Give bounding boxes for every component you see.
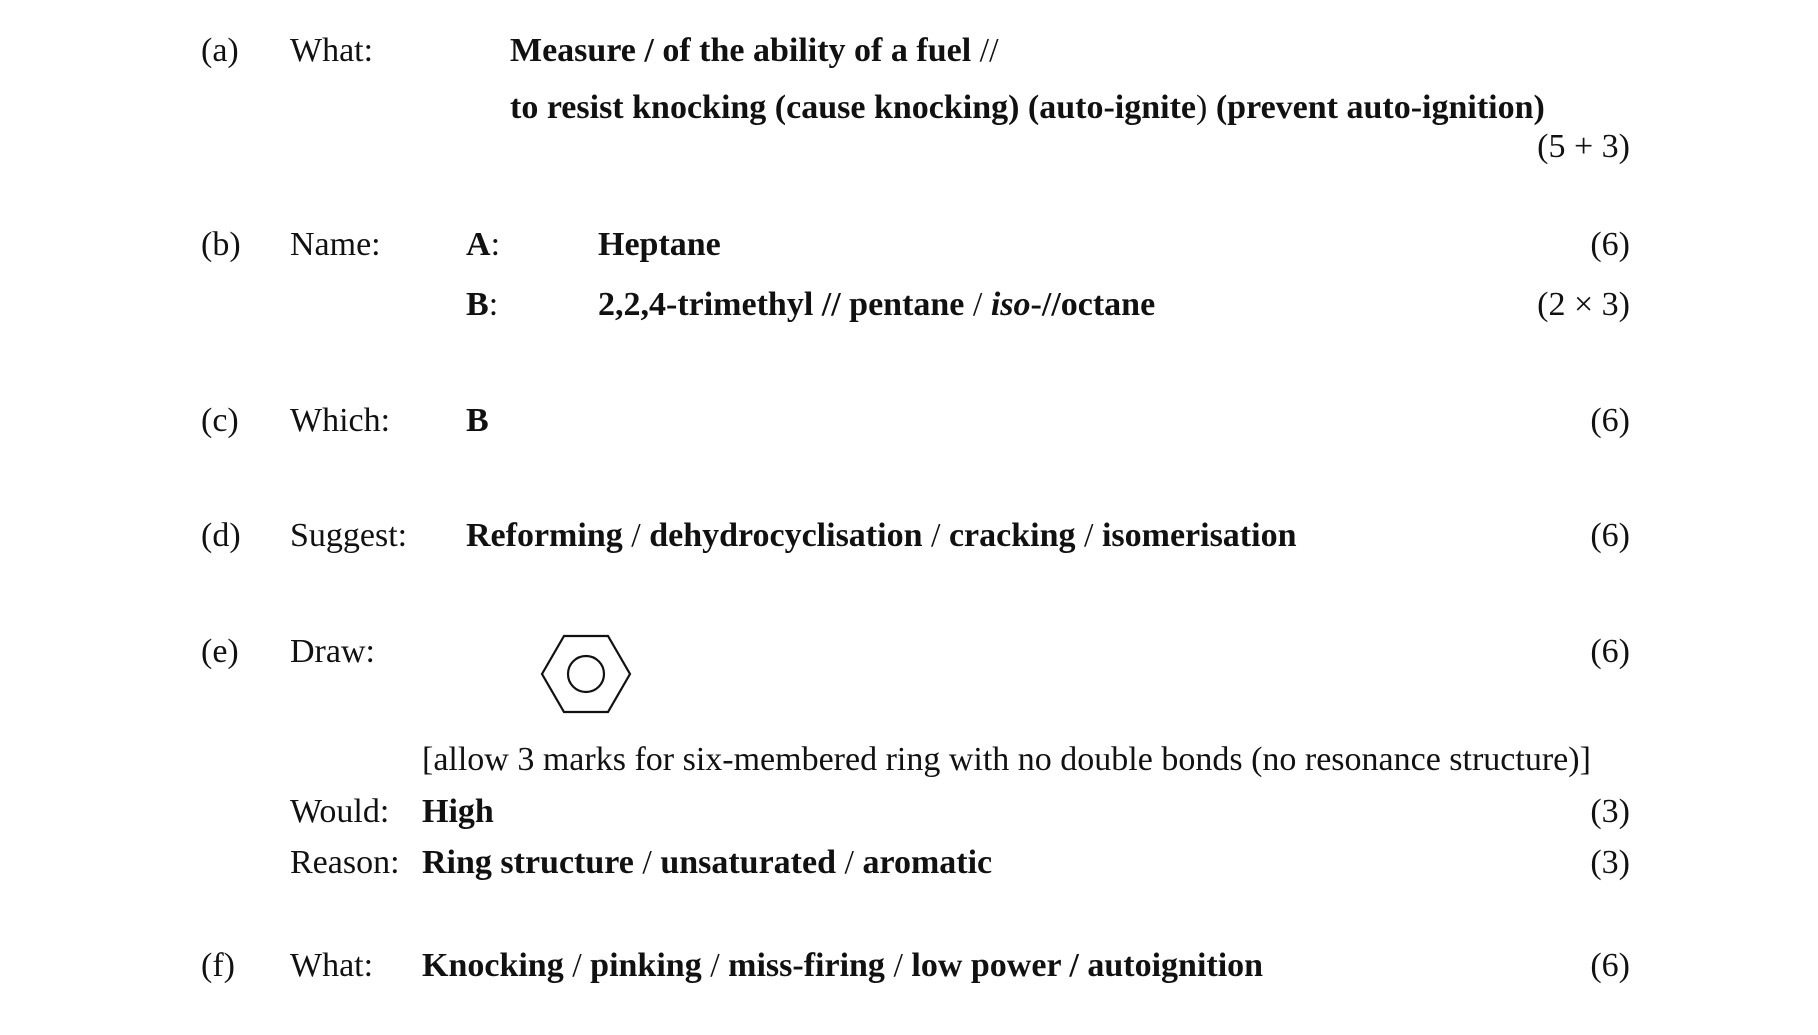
answer-text: Ring structure	[422, 844, 634, 881]
answer-text: (prevent auto-ignition)	[1207, 89, 1545, 126]
part-e-would-marks: (3)	[1590, 793, 1630, 830]
italic-prefix: iso	[990, 286, 1031, 323]
separator: //	[971, 32, 999, 69]
separator: /	[884, 947, 912, 984]
part-b-key-a	[466, 225, 500, 265]
part-f-marks: (6)	[1590, 947, 1630, 984]
answer-text: low power / autoignition	[911, 947, 1264, 984]
part-e-label: (e)	[201, 633, 239, 670]
part-c-prompt: Which:	[290, 402, 391, 439]
part-f-prompt: What:	[290, 947, 374, 984]
separator: /	[836, 844, 863, 881]
part-a-marks: (5 + 3)	[1537, 128, 1630, 165]
part-a-answer-line1	[510, 31, 999, 71]
part-b-answer-b	[598, 285, 1155, 325]
separator: /	[622, 517, 650, 554]
part-e-reason-prompt: Reason:	[290, 844, 400, 881]
part-e-note: [allow 3 marks for six-membered ring with no double bonds (no resonance structure)]	[422, 741, 1591, 778]
answer-text: cracking	[948, 517, 1076, 554]
separator: /	[701, 947, 729, 984]
answer-text: to resist knocking (cause knocking) (auto-ignite	[510, 89, 1197, 126]
separator: /	[1075, 517, 1102, 554]
part-b-prompt: Name:	[290, 226, 381, 263]
part-c-label: (c)	[201, 402, 239, 439]
answer-text: -//octane	[1030, 286, 1156, 323]
part-e-would-answer: High	[422, 793, 494, 830]
part-c-marks: (6)	[1590, 402, 1630, 439]
answer-text: Knocking	[422, 947, 564, 984]
part-d-label: (d)	[201, 517, 241, 554]
part-b-marks-b: (2 × 3)	[1537, 286, 1630, 323]
separator: /	[964, 286, 991, 323]
paren: )	[1196, 89, 1208, 126]
part-a-label: (a)	[201, 32, 239, 69]
answer-text: unsaturated	[660, 844, 837, 881]
benzene-ring-icon	[540, 632, 632, 716]
part-e-prompt: Draw:	[290, 633, 375, 670]
separator: /	[563, 947, 591, 984]
part-a-answer-line2	[510, 88, 1545, 128]
part-b-marks-a: (6)	[1590, 226, 1630, 263]
answer-text: dehydrocyclisation	[649, 517, 923, 554]
part-b-label: (b)	[201, 226, 241, 263]
key: B	[466, 286, 489, 323]
separator: /	[633, 844, 661, 881]
part-d-marks: (6)	[1590, 517, 1630, 554]
answer-text: Reforming	[466, 517, 623, 554]
colon: :	[488, 286, 499, 323]
part-a-prompt: What:	[290, 32, 374, 69]
part-d-prompt: Suggest:	[290, 517, 408, 554]
answer-text: 2,2,4-trimethyl // pentane	[598, 286, 965, 323]
separator: /	[922, 517, 949, 554]
part-e-would-prompt: Would:	[290, 793, 390, 830]
answer-text: isomerisation	[1101, 517, 1297, 554]
answer-text: pinking	[590, 947, 702, 984]
answer-text: aromatic	[862, 844, 993, 881]
colon: :	[490, 226, 501, 263]
answer-text: miss-firing	[728, 947, 885, 984]
part-e-marks: (6)	[1590, 633, 1630, 670]
part-e-reason-answer	[422, 843, 992, 883]
part-d-answer	[466, 516, 1296, 556]
part-c-answer: B	[466, 402, 489, 439]
key: A	[466, 226, 491, 263]
answer-text: Measure / of the ability of a fuel	[510, 32, 972, 69]
part-b-answer-a: Heptane	[598, 226, 721, 263]
part-f-answer	[422, 946, 1263, 986]
part-b-key-b	[466, 285, 498, 325]
part-e-reason-marks: (3)	[1590, 844, 1630, 881]
part-f-label: (f)	[201, 947, 235, 984]
